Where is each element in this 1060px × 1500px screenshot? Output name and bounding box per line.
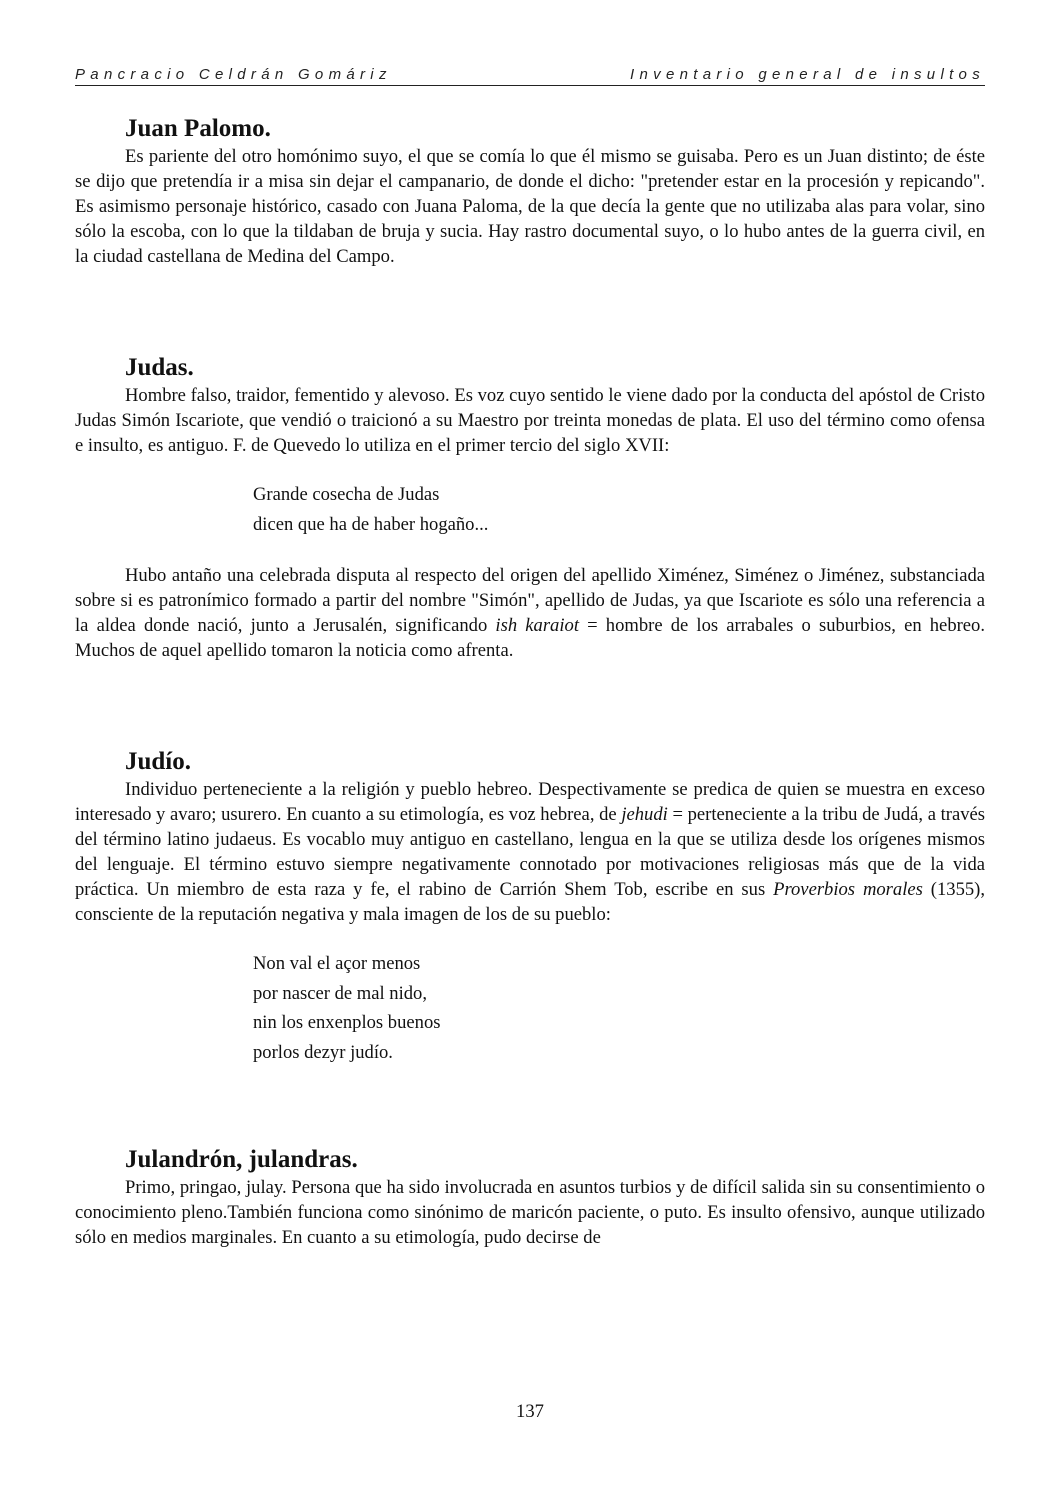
- entry-paragraph: Primo, pringao, julay. Persona que ha sido involucrada en asuntos turbios y de difícil salida sin su consentimiento o conocimiento pleno.También funciona como sinónimo de maricón paciente, o puto. Es insulto ofensivo, aunque utilizado sólo en medios marginales. En cuanto a su etimología, pudo decirse de: [75, 1177, 985, 1248]
- page-number: 137: [516, 1401, 544, 1422]
- entry-julandron: [75, 1145, 985, 1250]
- entry-paragraph: [75, 563, 985, 663]
- entry-juan-palomo: [75, 114, 985, 269]
- running-header: [75, 66, 985, 86]
- verse-quote: [75, 949, 985, 1067]
- verse-quote: [75, 480, 985, 539]
- entry-title: Judío.: [125, 748, 192, 775]
- text-run: = perteneciente a la tribu de Judá, a través del término latino judaeus. Es vocablo muy antiguo en castellano, lengua en la que se utiliza desde los orígenes mismos del lenguaje. El término estuvo siempre negativamente connotado por motivaciones religiosas más que de la vida práctica. Un miembro de esta raza y fe, el rabino de Carrión Shem Tob, escribe en sus: [75, 804, 985, 900]
- italic-term: ish karaiot: [495, 615, 579, 636]
- verse-line: Grande cosecha de Judas: [253, 484, 440, 505]
- entry-judas: [75, 353, 985, 663]
- italic-book-title: Proverbios morales: [773, 879, 923, 900]
- header-book-title: Inventario general de insultos: [630, 66, 985, 83]
- text-run: Individuo perteneciente a la religión y pueblo hebreo. Despectivamente se predica de quien se muestra en exceso interesado y avaro; usurero. En cuanto a su etimología, es voz hebrea, de: [75, 779, 985, 825]
- entry-paragraph: Hombre falso, traidor, fementido y alevoso. Es voz cuyo sentido le viene dado por la conducta del apóstol de Cristo Judas Simón Iscariote, que vendió o traicionó a su Maestro por treinta monedas de plata. El uso del término como ofensa e insulto, es antiguo. F. de Quevedo lo utiliza en el primer tercio del siglo XVII:: [75, 385, 985, 456]
- verse-line: dicen que ha de haber hogaño...: [253, 513, 489, 535]
- verse-line: porlos dezyr judío.: [253, 1041, 393, 1063]
- italic-term: jehudi: [621, 804, 668, 825]
- entry-paragraph: Es pariente del otro homónimo suyo, el que se comía lo que él mismo se guisaba. Pero es un Juan distinto; de éste se dijo que pretendía ir a misa sin dejar el campanario, de donde el dicho: "pretender estar en la procesión y repicando". Es asimismo personaje histórico, casado con Juana Paloma, de la que decía la gente que no utilizaba alas para volar, sino sólo la escoba, con lo que la tildaban de bruja y sucia. Hay rastro documental suyo, o lo hubo antes de la guerra civil, en la ciudad castellana de Medina del Campo.: [75, 146, 985, 267]
- page-body: [75, 108, 985, 1250]
- text-run: (1355), consciente de la reputación negativa y mala imagen de los de su pueblo:: [75, 879, 986, 925]
- entry-title: Julandrón, julandras.: [125, 1146, 358, 1173]
- verse-line: por nascer de mal nido,: [253, 982, 427, 1004]
- entry-paragraph: [75, 777, 985, 927]
- entry-title: Juan Palomo.: [125, 115, 271, 142]
- header-author: Pancracio Celdrán Gomáriz: [75, 66, 392, 83]
- text-run: = hombre de los arrabales o suburbios, en hebreo. Muchos de aquel apellido tomaron la noticia como afrenta.: [75, 615, 986, 661]
- text-run: Hubo antaño una celebrada disputa al respecto del origen del apellido Ximénez, Siménez o Jiménez, substanciada sobre si es patronímico formado a partir del nombre "Simón", apellido de Judas, ya que Iscariote es sólo una referencia a la aldea donde nació, junto a Jerusalén, significando: [75, 565, 985, 636]
- entry-judio: [75, 747, 985, 1067]
- entry-title: Judas.: [125, 354, 194, 381]
- verse-line: nin los enxenplos buenos: [253, 1012, 441, 1033]
- verse-line: Non val el açor menos: [253, 953, 421, 974]
